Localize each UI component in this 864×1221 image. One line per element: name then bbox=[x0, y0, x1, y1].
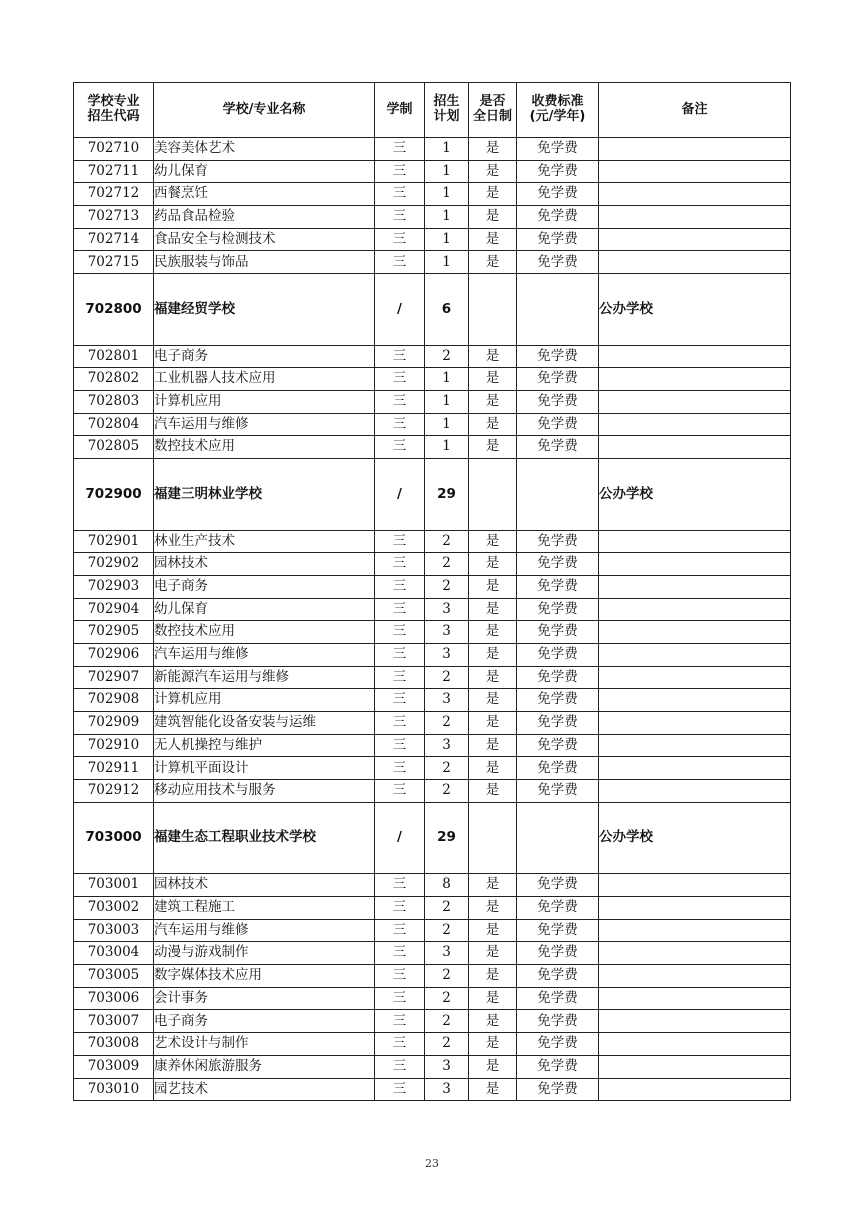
cell-plan: 3 bbox=[425, 1078, 469, 1101]
cell-system: 三 bbox=[375, 644, 425, 667]
table-row bbox=[74, 228, 791, 251]
table-row bbox=[74, 1055, 791, 1078]
cell-system: 三 bbox=[375, 160, 425, 183]
enrollment-table bbox=[73, 82, 791, 1101]
cell-plan: 1 bbox=[425, 436, 469, 459]
cell-fee: 免学费 bbox=[517, 780, 599, 803]
cell-fulltime: 是 bbox=[469, 942, 517, 965]
cell-fee: 免学费 bbox=[517, 874, 599, 897]
cell-code: 703007 bbox=[74, 1010, 154, 1033]
cell-remark bbox=[599, 965, 791, 988]
cell-plan: 3 bbox=[425, 598, 469, 621]
cell-fee: 免学费 bbox=[517, 942, 599, 965]
cell-remark bbox=[599, 644, 791, 667]
cell-plan: 1 bbox=[425, 138, 469, 161]
cell-fulltime bbox=[469, 459, 517, 531]
cell-fulltime: 是 bbox=[469, 436, 517, 459]
header-fulltime: 是否 全日制 bbox=[469, 83, 517, 138]
cell-name: 数字媒体技术应用 bbox=[154, 965, 375, 988]
cell-fee: 免学费 bbox=[517, 644, 599, 667]
cell-fee: 免学费 bbox=[517, 897, 599, 920]
cell-fee: 免学费 bbox=[517, 183, 599, 206]
cell-name: 电子商务 bbox=[154, 345, 375, 368]
table-row bbox=[74, 436, 791, 459]
cell-plan: 29 bbox=[425, 802, 469, 874]
cell-system: 三 bbox=[375, 553, 425, 576]
school-row bbox=[74, 802, 791, 874]
cell-fee: 免学费 bbox=[517, 368, 599, 391]
cell-name: 动漫与游戏制作 bbox=[154, 942, 375, 965]
cell-name: 西餐烹饪 bbox=[154, 183, 375, 206]
cell-remark bbox=[599, 530, 791, 553]
cell-fulltime: 是 bbox=[469, 780, 517, 803]
header-fee: 收费标准 (元/学年) bbox=[517, 83, 599, 138]
cell-plan: 1 bbox=[425, 228, 469, 251]
cell-system: 三 bbox=[375, 666, 425, 689]
cell-remark bbox=[599, 553, 791, 576]
cell-fee: 免学费 bbox=[517, 987, 599, 1010]
cell-fulltime: 是 bbox=[469, 1055, 517, 1078]
cell-plan: 3 bbox=[425, 942, 469, 965]
cell-system: / bbox=[375, 459, 425, 531]
cell-plan: 2 bbox=[425, 575, 469, 598]
cell-fee: 免学费 bbox=[517, 919, 599, 942]
table-header-row bbox=[74, 83, 791, 138]
cell-name: 福建生态工程职业技术学校 bbox=[154, 802, 375, 874]
cell-system: 三 bbox=[375, 987, 425, 1010]
cell-name: 会计事务 bbox=[154, 987, 375, 1010]
cell-code: 702903 bbox=[74, 575, 154, 598]
cell-fulltime bbox=[469, 802, 517, 874]
cell-system: 三 bbox=[375, 391, 425, 414]
cell-name: 美容美体艺术 bbox=[154, 138, 375, 161]
cell-name: 建筑智能化设备安装与运维 bbox=[154, 712, 375, 735]
cell-name: 福建经贸学校 bbox=[154, 274, 375, 346]
cell-name: 汽车运用与维修 bbox=[154, 644, 375, 667]
table-row bbox=[74, 598, 791, 621]
cell-code: 702710 bbox=[74, 138, 154, 161]
cell-system: 三 bbox=[375, 598, 425, 621]
cell-name: 食品安全与检测技术 bbox=[154, 228, 375, 251]
cell-fulltime: 是 bbox=[469, 897, 517, 920]
cell-code: 702901 bbox=[74, 530, 154, 553]
cell-fulltime: 是 bbox=[469, 666, 517, 689]
cell-fulltime: 是 bbox=[469, 919, 517, 942]
cell-fee: 免学费 bbox=[517, 965, 599, 988]
cell-name: 艺术设计与制作 bbox=[154, 1033, 375, 1056]
cell-system: 三 bbox=[375, 1055, 425, 1078]
cell-name: 新能源汽车运用与维修 bbox=[154, 666, 375, 689]
school-row bbox=[74, 274, 791, 346]
cell-name: 电子商务 bbox=[154, 1010, 375, 1033]
table-row bbox=[74, 553, 791, 576]
cell-system: 三 bbox=[375, 689, 425, 712]
cell-remark bbox=[599, 391, 791, 414]
cell-plan: 3 bbox=[425, 621, 469, 644]
table-row bbox=[74, 942, 791, 965]
cell-plan: 8 bbox=[425, 874, 469, 897]
cell-fee: 免学费 bbox=[517, 1055, 599, 1078]
table-row bbox=[74, 345, 791, 368]
cell-system: 三 bbox=[375, 345, 425, 368]
cell-fulltime: 是 bbox=[469, 598, 517, 621]
table-row bbox=[74, 251, 791, 274]
table-row bbox=[74, 1078, 791, 1101]
header-system: 学制 bbox=[375, 83, 425, 138]
cell-code: 702715 bbox=[74, 251, 154, 274]
cell-remark bbox=[599, 780, 791, 803]
cell-fulltime: 是 bbox=[469, 413, 517, 436]
cell-system: 三 bbox=[375, 734, 425, 757]
cell-system: 三 bbox=[375, 228, 425, 251]
cell-plan: 1 bbox=[425, 391, 469, 414]
cell-code: 703000 bbox=[74, 802, 154, 874]
cell-code: 703008 bbox=[74, 1033, 154, 1056]
cell-remark bbox=[599, 413, 791, 436]
cell-system: 三 bbox=[375, 1010, 425, 1033]
cell-code: 702712 bbox=[74, 183, 154, 206]
cell-plan: 1 bbox=[425, 183, 469, 206]
header-remark: 备注 bbox=[599, 83, 791, 138]
cell-plan: 2 bbox=[425, 345, 469, 368]
table-row bbox=[74, 987, 791, 1010]
cell-name: 康养休闲旅游服务 bbox=[154, 1055, 375, 1078]
cell-plan: 2 bbox=[425, 1033, 469, 1056]
cell-code: 702902 bbox=[74, 553, 154, 576]
cell-system: 三 bbox=[375, 530, 425, 553]
cell-code: 703006 bbox=[74, 987, 154, 1010]
cell-fee: 免学费 bbox=[517, 666, 599, 689]
cell-name: 园林技术 bbox=[154, 874, 375, 897]
table-row bbox=[74, 689, 791, 712]
cell-fulltime: 是 bbox=[469, 644, 517, 667]
table-row bbox=[74, 919, 791, 942]
cell-fulltime: 是 bbox=[469, 228, 517, 251]
cell-fulltime: 是 bbox=[469, 1033, 517, 1056]
table-row bbox=[74, 757, 791, 780]
school-row bbox=[74, 459, 791, 531]
cell-remark bbox=[599, 228, 791, 251]
cell-name: 药品食品检验 bbox=[154, 206, 375, 229]
cell-code: 702711 bbox=[74, 160, 154, 183]
cell-code: 703003 bbox=[74, 919, 154, 942]
cell-fee: 免学费 bbox=[517, 1078, 599, 1101]
cell-plan: 2 bbox=[425, 530, 469, 553]
cell-remark bbox=[599, 160, 791, 183]
header-plan: 招生 计划 bbox=[425, 83, 469, 138]
header-name: 学校/专业名称 bbox=[154, 83, 375, 138]
cell-fulltime: 是 bbox=[469, 1010, 517, 1033]
cell-remark bbox=[599, 1010, 791, 1033]
cell-name: 计算机应用 bbox=[154, 689, 375, 712]
cell-code: 703002 bbox=[74, 897, 154, 920]
cell-name: 建筑工程施工 bbox=[154, 897, 375, 920]
cell-fulltime: 是 bbox=[469, 206, 517, 229]
cell-remark bbox=[599, 987, 791, 1010]
cell-fee bbox=[517, 802, 599, 874]
cell-name: 电子商务 bbox=[154, 575, 375, 598]
cell-system: 三 bbox=[375, 368, 425, 391]
cell-fulltime: 是 bbox=[469, 1078, 517, 1101]
cell-fee: 免学费 bbox=[517, 689, 599, 712]
cell-fee bbox=[517, 459, 599, 531]
cell-remark bbox=[599, 942, 791, 965]
cell-system: 三 bbox=[375, 919, 425, 942]
cell-name: 幼儿保育 bbox=[154, 160, 375, 183]
cell-remark: 公办学校 bbox=[599, 459, 791, 531]
cell-fulltime: 是 bbox=[469, 138, 517, 161]
cell-name: 计算机平面设计 bbox=[154, 757, 375, 780]
cell-system: / bbox=[375, 802, 425, 874]
cell-fulltime: 是 bbox=[469, 575, 517, 598]
cell-name: 数控技术应用 bbox=[154, 621, 375, 644]
cell-fee bbox=[517, 274, 599, 346]
table-row bbox=[74, 530, 791, 553]
cell-remark bbox=[599, 734, 791, 757]
cell-code: 703004 bbox=[74, 942, 154, 965]
cell-plan: 1 bbox=[425, 206, 469, 229]
cell-plan: 2 bbox=[425, 1010, 469, 1033]
cell-plan: 3 bbox=[425, 644, 469, 667]
cell-remark bbox=[599, 666, 791, 689]
cell-plan: 3 bbox=[425, 734, 469, 757]
cell-remark bbox=[599, 1033, 791, 1056]
cell-system: 三 bbox=[375, 138, 425, 161]
cell-remark bbox=[599, 183, 791, 206]
cell-plan: 3 bbox=[425, 689, 469, 712]
cell-fulltime: 是 bbox=[469, 874, 517, 897]
cell-code: 702909 bbox=[74, 712, 154, 735]
cell-plan: 2 bbox=[425, 919, 469, 942]
table-row bbox=[74, 368, 791, 391]
cell-plan: 2 bbox=[425, 712, 469, 735]
table-row bbox=[74, 183, 791, 206]
cell-name: 民族服装与饰品 bbox=[154, 251, 375, 274]
cell-plan: 6 bbox=[425, 274, 469, 346]
cell-system: 三 bbox=[375, 757, 425, 780]
cell-name: 林业生产技术 bbox=[154, 530, 375, 553]
cell-system: 三 bbox=[375, 251, 425, 274]
cell-remark bbox=[599, 575, 791, 598]
cell-code: 702714 bbox=[74, 228, 154, 251]
table-row bbox=[74, 413, 791, 436]
cell-code: 702900 bbox=[74, 459, 154, 531]
cell-remark: 公办学校 bbox=[599, 274, 791, 346]
cell-code: 702907 bbox=[74, 666, 154, 689]
cell-system: 三 bbox=[375, 965, 425, 988]
cell-code: 702713 bbox=[74, 206, 154, 229]
cell-name: 幼儿保育 bbox=[154, 598, 375, 621]
cell-remark bbox=[599, 757, 791, 780]
cell-fulltime bbox=[469, 274, 517, 346]
cell-name: 工业机器人技术应用 bbox=[154, 368, 375, 391]
cell-system: 三 bbox=[375, 874, 425, 897]
cell-plan: 2 bbox=[425, 757, 469, 780]
cell-name: 计算机应用 bbox=[154, 391, 375, 414]
cell-fulltime: 是 bbox=[469, 712, 517, 735]
cell-code: 702904 bbox=[74, 598, 154, 621]
table-row bbox=[74, 138, 791, 161]
cell-code: 702912 bbox=[74, 780, 154, 803]
cell-remark bbox=[599, 874, 791, 897]
cell-fee: 免学费 bbox=[517, 553, 599, 576]
cell-remark: 公办学校 bbox=[599, 802, 791, 874]
cell-remark bbox=[599, 712, 791, 735]
table-row bbox=[74, 780, 791, 803]
cell-plan: 2 bbox=[425, 553, 469, 576]
cell-name: 汽车运用与维修 bbox=[154, 919, 375, 942]
cell-remark bbox=[599, 919, 791, 942]
cell-remark bbox=[599, 138, 791, 161]
cell-plan: 2 bbox=[425, 666, 469, 689]
cell-system: 三 bbox=[375, 897, 425, 920]
cell-fulltime: 是 bbox=[469, 345, 517, 368]
page-number: 23 bbox=[425, 1157, 439, 1170]
cell-remark bbox=[599, 689, 791, 712]
cell-remark bbox=[599, 621, 791, 644]
cell-fee: 免学费 bbox=[517, 228, 599, 251]
cell-fulltime: 是 bbox=[469, 621, 517, 644]
cell-fee: 免学费 bbox=[517, 138, 599, 161]
cell-code: 702803 bbox=[74, 391, 154, 414]
cell-fulltime: 是 bbox=[469, 553, 517, 576]
table-row bbox=[74, 874, 791, 897]
cell-name: 园林技术 bbox=[154, 553, 375, 576]
cell-remark bbox=[599, 436, 791, 459]
cell-code: 702802 bbox=[74, 368, 154, 391]
cell-fulltime: 是 bbox=[469, 689, 517, 712]
cell-code: 702805 bbox=[74, 436, 154, 459]
cell-plan: 3 bbox=[425, 1055, 469, 1078]
table-body bbox=[74, 138, 791, 1101]
cell-remark bbox=[599, 206, 791, 229]
cell-code: 703010 bbox=[74, 1078, 154, 1101]
cell-system: / bbox=[375, 274, 425, 346]
cell-fulltime: 是 bbox=[469, 965, 517, 988]
cell-fulltime: 是 bbox=[469, 391, 517, 414]
cell-fulltime: 是 bbox=[469, 160, 517, 183]
cell-remark bbox=[599, 1055, 791, 1078]
cell-fee: 免学费 bbox=[517, 621, 599, 644]
cell-remark bbox=[599, 251, 791, 274]
cell-code: 702801 bbox=[74, 345, 154, 368]
cell-system: 三 bbox=[375, 1033, 425, 1056]
cell-fee: 免学费 bbox=[517, 530, 599, 553]
cell-system: 三 bbox=[375, 712, 425, 735]
cell-plan: 2 bbox=[425, 987, 469, 1010]
cell-fee: 免学费 bbox=[517, 206, 599, 229]
cell-system: 三 bbox=[375, 436, 425, 459]
cell-plan: 1 bbox=[425, 160, 469, 183]
cell-fee: 免学费 bbox=[517, 251, 599, 274]
cell-plan: 1 bbox=[425, 251, 469, 274]
cell-plan: 29 bbox=[425, 459, 469, 531]
cell-system: 三 bbox=[375, 942, 425, 965]
cell-remark bbox=[599, 897, 791, 920]
cell-plan: 2 bbox=[425, 897, 469, 920]
cell-plan: 2 bbox=[425, 780, 469, 803]
cell-code: 702910 bbox=[74, 734, 154, 757]
cell-plan: 2 bbox=[425, 965, 469, 988]
cell-name: 移动应用技术与服务 bbox=[154, 780, 375, 803]
cell-code: 702800 bbox=[74, 274, 154, 346]
cell-system: 三 bbox=[375, 183, 425, 206]
table-row bbox=[74, 160, 791, 183]
cell-name: 汽车运用与维修 bbox=[154, 413, 375, 436]
cell-code: 702905 bbox=[74, 621, 154, 644]
cell-fee: 免学费 bbox=[517, 391, 599, 414]
cell-fulltime: 是 bbox=[469, 530, 517, 553]
cell-name: 园艺技术 bbox=[154, 1078, 375, 1101]
cell-fulltime: 是 bbox=[469, 183, 517, 206]
table-row bbox=[74, 897, 791, 920]
cell-fee: 免学费 bbox=[517, 1033, 599, 1056]
table-row bbox=[74, 575, 791, 598]
cell-fee: 免学费 bbox=[517, 598, 599, 621]
cell-remark bbox=[599, 368, 791, 391]
cell-fulltime: 是 bbox=[469, 987, 517, 1010]
cell-system: 三 bbox=[375, 621, 425, 644]
cell-name: 数控技术应用 bbox=[154, 436, 375, 459]
cell-code: 702804 bbox=[74, 413, 154, 436]
cell-system: 三 bbox=[375, 1078, 425, 1101]
cell-fee: 免学费 bbox=[517, 734, 599, 757]
cell-fee: 免学费 bbox=[517, 160, 599, 183]
cell-fulltime: 是 bbox=[469, 734, 517, 757]
cell-plan: 1 bbox=[425, 368, 469, 391]
cell-fee: 免学费 bbox=[517, 436, 599, 459]
cell-fee: 免学费 bbox=[517, 1010, 599, 1033]
cell-fulltime: 是 bbox=[469, 368, 517, 391]
cell-code: 702911 bbox=[74, 757, 154, 780]
cell-remark bbox=[599, 1078, 791, 1101]
cell-system: 三 bbox=[375, 206, 425, 229]
cell-fee: 免学费 bbox=[517, 757, 599, 780]
table-row bbox=[74, 391, 791, 414]
cell-remark bbox=[599, 598, 791, 621]
cell-fulltime: 是 bbox=[469, 251, 517, 274]
table-row bbox=[74, 206, 791, 229]
table-row bbox=[74, 621, 791, 644]
cell-fulltime: 是 bbox=[469, 757, 517, 780]
table-row bbox=[74, 1033, 791, 1056]
table-row bbox=[74, 965, 791, 988]
cell-plan: 1 bbox=[425, 413, 469, 436]
table-row bbox=[74, 1010, 791, 1033]
cell-fee: 免学费 bbox=[517, 413, 599, 436]
cell-fee: 免学费 bbox=[517, 575, 599, 598]
cell-system: 三 bbox=[375, 413, 425, 436]
table-row bbox=[74, 734, 791, 757]
cell-name: 无人机操控与维护 bbox=[154, 734, 375, 757]
cell-name: 福建三明林业学校 bbox=[154, 459, 375, 531]
cell-fee: 免学费 bbox=[517, 345, 599, 368]
cell-code: 703005 bbox=[74, 965, 154, 988]
cell-system: 三 bbox=[375, 575, 425, 598]
cell-remark bbox=[599, 345, 791, 368]
cell-code: 702908 bbox=[74, 689, 154, 712]
cell-code: 703009 bbox=[74, 1055, 154, 1078]
cell-code: 703001 bbox=[74, 874, 154, 897]
cell-code: 702906 bbox=[74, 644, 154, 667]
table-row bbox=[74, 712, 791, 735]
table-row bbox=[74, 666, 791, 689]
cell-system: 三 bbox=[375, 780, 425, 803]
table-row bbox=[74, 644, 791, 667]
cell-fee: 免学费 bbox=[517, 712, 599, 735]
header-code: 学校专业 招生代码 bbox=[74, 83, 154, 138]
